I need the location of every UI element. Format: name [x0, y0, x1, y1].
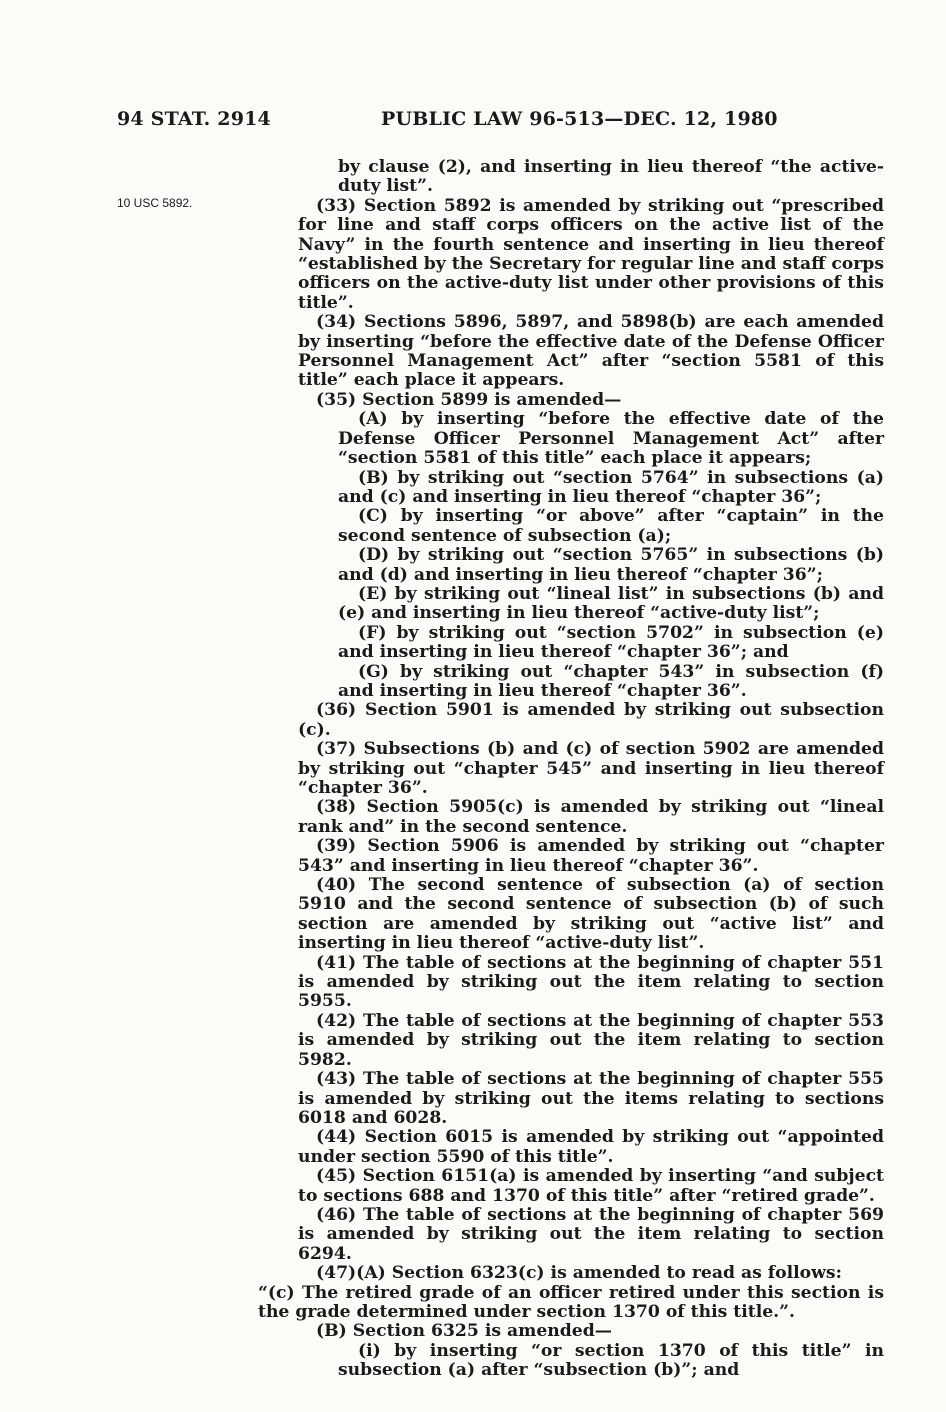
statute-paragraph: (B) Section 6325 is amended—	[316, 1321, 612, 1342]
statute-paragraph: (45) Section 6151(a) is amended by inserting “and subject to sections 688 and 1370 of this title” after “retired grade”.	[298, 1166, 884, 1206]
statute-paragraph: (A) by inserting “before the effective date of the Defense Officer Personnel Management Act” after “section 5581 of this title” each place it appears;	[338, 409, 884, 469]
statute-paragraph: (41) The table of sections at the beginning of chapter 551 is amended by striking out the item relating to section 5955.	[298, 952, 884, 1012]
margin-note-citation: 10 USC 5892.	[117, 196, 193, 210]
statute-paragraph: (39) Section 5906 is amended by striking out “chapter 543” and inserting in lieu thereof “chapter 36”.	[298, 836, 884, 876]
page-header	[117, 108, 778, 138]
statute-paragraph: (F) by striking out “section 5702” in subsection (e) and inserting in lieu thereof “chapter 36”; and	[338, 622, 884, 663]
statute-paragraph: (i) by inserting “or section 1370 of this title” in subsection (a) after “subsection (b)”; and	[338, 1340, 884, 1381]
statute-paragraph: (35) Section 5899 is amended—	[316, 389, 622, 410]
statute-paragraph: (43) The table of sections at the beginning of chapter 555 is amended by striking out the items relating to sections 6018 and 6028.	[298, 1069, 884, 1128]
statute-paragraph: (34) Sections 5896, 5897, and 5898(b) are each amended by inserting “before the effective date of the Defense Officer Personnel Management Act” after “section 5581 of this title” each place it appears.	[298, 312, 884, 391]
statute-body-text	[258, 158, 884, 1381]
statute-paragraph: (33) Section 5892 is amended by striking out “prescribed for line and staff corps officers on the active list of the Navy” in the fourth sentence and inserting in lieu thereof “established by the Secretary for regular line and staff corps officers on the active-duty list under other provisions of this title”.	[298, 195, 884, 313]
statute-paragraph: (D) by striking out “section 5765” in subsections (b) and (d) and inserting in lieu thereof “chapter 36”;	[338, 545, 884, 585]
stat-page-number: 94 STAT. 2914	[117, 108, 271, 130]
statute-paragraph: (38) Section 5905(c) is amended by striking out “lineal rank and” in the second sentence.	[298, 797, 884, 837]
statute-paragraph: (40) The second sentence of subsection (a) of section 5910 and the second sentence of subsection (b) of such section are amended by striking out “active list” and inserting in lieu thereof “active-duty list”.	[298, 875, 884, 954]
statute-paragraph: (G) by striking out “chapter 543” in subsection (f) and inserting in lieu thereof “chapter 36”.	[338, 661, 884, 701]
statute-paragraph: (47)(A) Section 6323(c) is amended to read as follows:	[316, 1263, 842, 1284]
statute-paragraph: (E) by striking out “lineal list” in subsections (b) and (e) and inserting in lieu thereof “active-duty list”;	[338, 583, 884, 624]
running-head-title: PUBLIC LAW 96-513—DEC. 12, 1980	[381, 108, 778, 130]
statute-paragraph: (C) by inserting “or above” after “captain” in the second sentence of subsection (a);	[338, 506, 884, 546]
statute-paragraph: (46) The table of sections at the beginning of chapter 569 is amended by striking out the item relating to section 6294.	[298, 1204, 884, 1264]
statute-paragraph: (36) Section 5901 is amended by striking out subsection (c).	[298, 700, 884, 740]
statute-paragraph: (42) The table of sections at the beginning of chapter 553 is amended by striking out the item relating to section 5982.	[298, 1010, 884, 1070]
statute-paragraph: by clause (2), and inserting in lieu thereof “the active-duty list”.	[338, 157, 884, 197]
statute-paragraph: (37) Subsections (b) and (c) of section 5902 are amended by striking out “chapter 545” and inserting in lieu thereof “chapter 36”.	[298, 739, 884, 798]
statute-paragraph: (44) Section 6015 is amended by striking out “appointed under section 5590 of this title”.	[298, 1127, 884, 1167]
statute-paragraph: (B) by striking out “section 5764” in subsections (a) and (c) and inserting in lieu thereof “chapter 36”;	[338, 467, 884, 507]
statute-paragraph: “(c) The retired grade of an officer retired under this section is the grade determined under section 1370 of this title.”.	[258, 1282, 884, 1322]
